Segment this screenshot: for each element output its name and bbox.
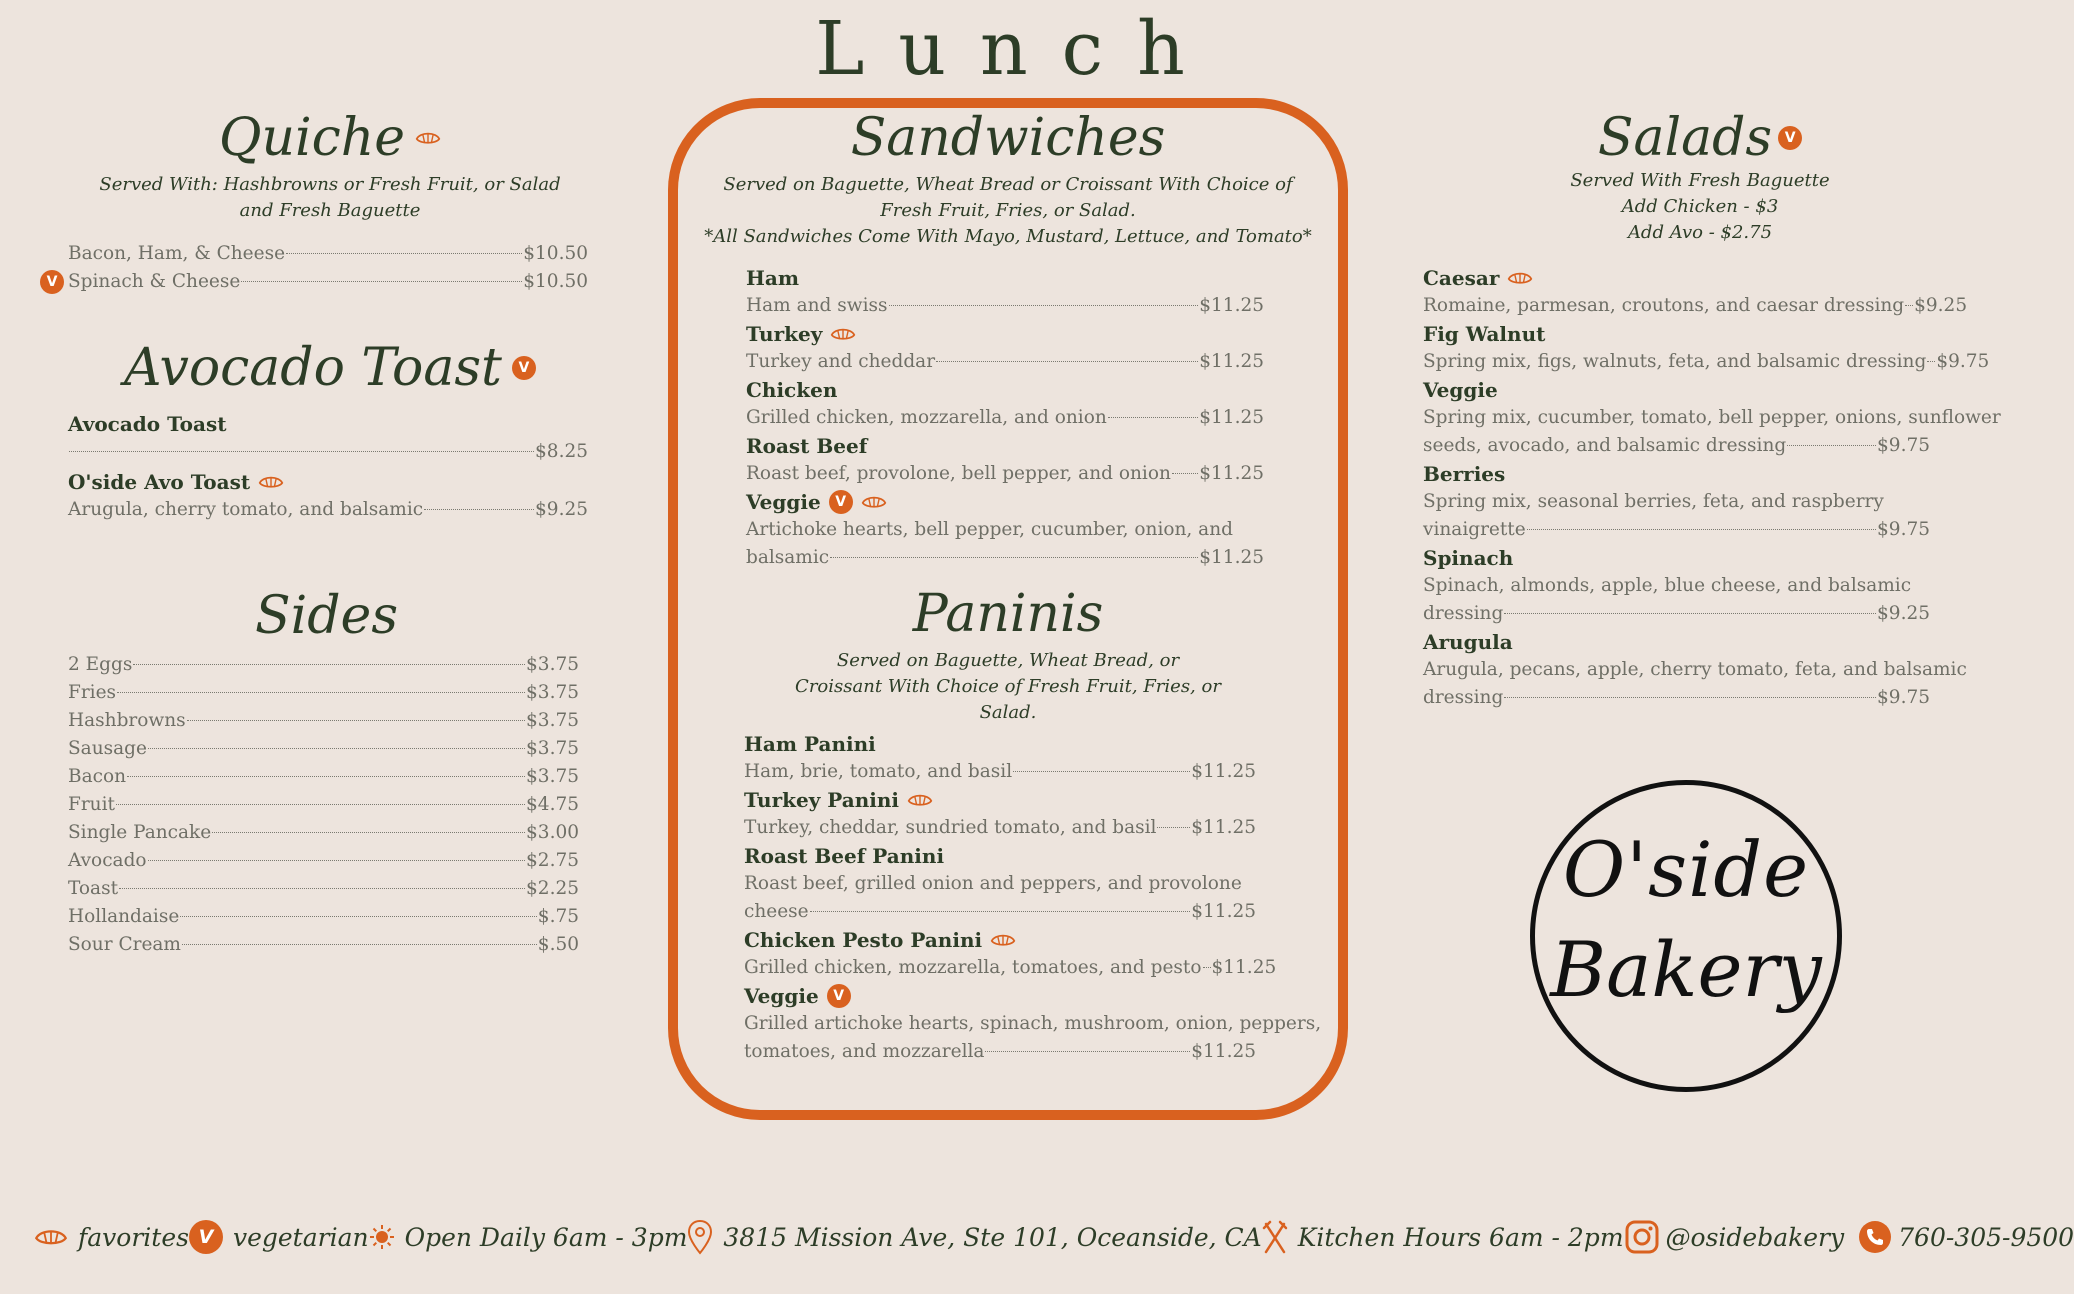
location-pin-icon bbox=[687, 1219, 713, 1255]
item-name: Single Pancake bbox=[68, 822, 212, 843]
dot-leader bbox=[69, 451, 534, 452]
dot-leader bbox=[212, 832, 525, 833]
list-item bbox=[744, 898, 1256, 926]
dot-leader bbox=[133, 664, 525, 665]
croissant-icon bbox=[34, 1224, 68, 1250]
item-price: $9.25 bbox=[1877, 603, 1930, 624]
list-item bbox=[68, 679, 579, 707]
item-name: Fruit bbox=[68, 794, 115, 815]
instagram-icon bbox=[1624, 1219, 1660, 1255]
vegetarian-icon: V bbox=[40, 270, 64, 294]
legend-vegetarian-label: vegetarian bbox=[232, 1222, 369, 1252]
croissant-icon bbox=[907, 790, 933, 810]
dot-leader bbox=[1157, 827, 1190, 828]
item-name: Bacon, Ham, & Cheese bbox=[68, 243, 286, 264]
item-title-row bbox=[746, 320, 1264, 348]
item-title-row bbox=[746, 488, 1264, 516]
vegetarian-icon: V bbox=[512, 356, 536, 380]
item-name: Sour Cream bbox=[68, 934, 181, 955]
dot-leader bbox=[985, 1051, 1190, 1052]
item-desc: Grilled chicken, mozzarella, and onion bbox=[746, 407, 1107, 428]
dot-leader bbox=[286, 253, 522, 254]
list-item bbox=[1423, 600, 1930, 628]
logo-line-2: Bakery bbox=[1550, 925, 1822, 1014]
croissant-icon bbox=[415, 128, 441, 148]
item-price: $10.50 bbox=[523, 271, 588, 292]
sides-title: Sides bbox=[255, 586, 398, 646]
list-item bbox=[1423, 516, 1930, 544]
list-item bbox=[746, 404, 1264, 432]
item-desc: seeds, avocado, and balsamic dressing bbox=[1423, 435, 1787, 456]
item-desc: Turkey and cheddar bbox=[746, 351, 936, 372]
dot-leader bbox=[1905, 305, 1913, 306]
item-price: $4.75 bbox=[526, 794, 579, 815]
dot-leader bbox=[1013, 771, 1190, 772]
item-price: $3.75 bbox=[526, 710, 579, 731]
utensils-icon bbox=[1262, 1220, 1288, 1254]
footer bbox=[34, 1210, 2074, 1264]
item-name: Hashbrowns bbox=[68, 710, 186, 731]
list-item bbox=[746, 460, 1264, 488]
item-price: $11.25 bbox=[1199, 351, 1264, 372]
list-item bbox=[68, 903, 579, 931]
list-item bbox=[68, 931, 579, 959]
list-item bbox=[68, 496, 588, 524]
item-title-row bbox=[744, 926, 1256, 954]
item-desc: Grilled artichoke hearts, spinach, mushroom, onion, peppers, bbox=[744, 1013, 1322, 1034]
item-title: Spinach bbox=[1423, 546, 1514, 570]
quiche-section bbox=[40, 108, 620, 224]
dot-leader bbox=[1527, 529, 1876, 530]
paninis-subtitle-3: Salad. bbox=[979, 702, 1037, 723]
item-price: $11.25 bbox=[1199, 295, 1264, 316]
list-item bbox=[744, 954, 1277, 982]
item-name: Spinach & Cheese bbox=[68, 271, 241, 292]
item-price: $.50 bbox=[537, 934, 579, 955]
salads-subtitle-3: Add Avo - $2.75 bbox=[1627, 222, 1773, 243]
dot-leader bbox=[830, 557, 1198, 558]
list-item bbox=[68, 240, 588, 268]
dot-leader bbox=[1927, 361, 1935, 362]
avocado-toast-section bbox=[40, 338, 620, 398]
sandwiches-section bbox=[680, 108, 1336, 250]
item-price: $10.50 bbox=[523, 243, 588, 264]
sandwiches-subtitle-3: *All Sandwiches Come With Mayo, Mustard, Lettuce, and Tomato* bbox=[704, 226, 1312, 247]
list-item bbox=[744, 758, 1256, 786]
dot-leader bbox=[241, 281, 522, 282]
list-item bbox=[68, 819, 579, 847]
dot-leader bbox=[1787, 445, 1876, 446]
item-title: O'side Avo Toast bbox=[68, 470, 251, 494]
item-name: Bacon bbox=[68, 766, 127, 787]
legend-favorites bbox=[34, 1223, 189, 1252]
item-price: $8.25 bbox=[535, 441, 588, 462]
paninis-section bbox=[680, 584, 1336, 726]
list-item bbox=[744, 1038, 1256, 1066]
item-title: Ham bbox=[746, 266, 800, 290]
item-name: 2 Eggs bbox=[68, 654, 133, 675]
salads-subtitle-2: Add Chicken - $3 bbox=[1621, 196, 1779, 217]
dot-leader bbox=[1172, 473, 1198, 474]
item-desc: balsamic bbox=[746, 547, 830, 568]
dot-leader bbox=[1203, 967, 1211, 968]
item-title: Chicken bbox=[746, 378, 838, 402]
paninis-title: Paninis bbox=[912, 584, 1104, 644]
dot-leader bbox=[424, 509, 534, 510]
item-title: Arugula bbox=[1423, 630, 1513, 654]
item-price: $9.25 bbox=[1914, 295, 1968, 316]
dot-leader bbox=[810, 911, 1191, 912]
sun-icon bbox=[369, 1224, 395, 1250]
dot-leader bbox=[148, 860, 525, 861]
legend-favorites-label: favorites bbox=[78, 1222, 189, 1252]
dot-leader bbox=[187, 720, 525, 721]
list-item bbox=[746, 292, 1264, 320]
item-name: Hollandaise bbox=[68, 906, 180, 927]
paninis-subtitle-2: Croissant With Choice of Fresh Fruit, Fries, or bbox=[795, 676, 1221, 697]
list-item bbox=[68, 791, 579, 819]
item-title-row bbox=[68, 468, 588, 496]
croissant-icon bbox=[1507, 268, 1533, 288]
list-item bbox=[1423, 292, 1968, 320]
instagram-handle[interactable] bbox=[1624, 1219, 2074, 1255]
item-desc: Arugula, cherry tomato, and balsamic bbox=[68, 499, 424, 520]
item-desc: tomatoes, and mozzarella bbox=[744, 1041, 985, 1062]
item-desc: dressing bbox=[1423, 603, 1504, 624]
item-price: $11.25 bbox=[1191, 901, 1256, 922]
quiche-title: Quiche bbox=[218, 108, 406, 168]
item-price: $2.25 bbox=[526, 878, 579, 899]
item-desc: Spinach, almonds, apple, blue cheese, and balsamic bbox=[1423, 575, 1912, 596]
item-price: $11.25 bbox=[1199, 407, 1264, 428]
dot-leader bbox=[127, 776, 525, 777]
item-desc: Arugula, pecans, apple, cherry tomato, feta, and balsamic bbox=[1423, 659, 1967, 680]
avocado-toast-list bbox=[68, 410, 588, 524]
quiche-subtitle-2: and Fresh Baguette bbox=[239, 200, 421, 221]
item-desc: Roast beef, provolone, bell pepper, and onion bbox=[746, 463, 1171, 484]
instagram-label: @osidebakery bbox=[1665, 1222, 1845, 1252]
list-item bbox=[68, 847, 579, 875]
dot-leader bbox=[936, 361, 1198, 362]
list-item bbox=[46, 268, 588, 296]
item-title: Roast Beef Panini bbox=[744, 844, 945, 868]
item-desc: Romaine, parmesan, croutons, and caesar dressing bbox=[1423, 295, 1905, 316]
item-name: Sausage bbox=[68, 738, 147, 759]
item-price: $3.75 bbox=[526, 738, 579, 759]
item-price: $11.25 bbox=[1199, 547, 1264, 568]
item-title: Avocado Toast bbox=[68, 412, 227, 436]
dot-leader bbox=[1108, 417, 1199, 418]
item-title: Chicken Pesto Panini bbox=[744, 928, 983, 952]
list-item bbox=[68, 875, 579, 903]
list-item bbox=[68, 735, 579, 763]
list-item bbox=[68, 707, 579, 735]
list-item bbox=[68, 651, 579, 679]
item-title: Roast Beef bbox=[746, 434, 868, 458]
quiche-list bbox=[46, 240, 588, 296]
item-desc: cheese bbox=[744, 901, 809, 922]
sandwiches-title: Sandwiches bbox=[850, 108, 1166, 168]
item-title-row bbox=[744, 982, 1256, 1010]
sides-list bbox=[68, 651, 579, 959]
paninis-subtitle-1: Served on Baguette, Wheat Bread, or bbox=[836, 650, 1180, 671]
item-desc: Spring mix, seasonal berries, feta, and raspberry bbox=[1423, 491, 1884, 512]
croissant-icon bbox=[258, 472, 284, 492]
address-label: 3815 Mission Ave, Ste 101, Oceanside, CA bbox=[723, 1222, 1262, 1252]
dot-leader bbox=[119, 888, 525, 889]
item-price: $11.25 bbox=[1191, 761, 1256, 782]
item-name: Fries bbox=[68, 682, 117, 703]
item-title: Caesar bbox=[1423, 266, 1500, 290]
avocado-toast-title: Avocado Toast bbox=[124, 338, 502, 398]
salads-section bbox=[1410, 108, 1990, 246]
item-name: Toast bbox=[68, 878, 118, 899]
item-desc: Ham and swiss bbox=[746, 295, 888, 316]
list-item bbox=[1423, 432, 1930, 460]
item-price: $3.75 bbox=[526, 766, 579, 787]
paninis-list bbox=[744, 730, 1322, 1066]
item-title: Veggie bbox=[1423, 378, 1498, 402]
list-item bbox=[744, 814, 1256, 842]
item-title-row bbox=[744, 786, 1256, 814]
item-price: $3.75 bbox=[526, 682, 579, 703]
item-price: $9.25 bbox=[535, 499, 588, 520]
list-item bbox=[1423, 348, 1990, 376]
list-item bbox=[68, 763, 579, 791]
vegetarian-icon: V bbox=[827, 984, 851, 1008]
item-desc: Artichoke hearts, bell pepper, cucumber, onion, and bbox=[746, 519, 1233, 540]
vegetarian-icon: V bbox=[189, 1220, 223, 1254]
item-desc: Spring mix, cucumber, tomato, bell pepper, onions, sunflower bbox=[1423, 407, 2001, 428]
item-title: Turkey bbox=[746, 322, 823, 346]
dot-leader bbox=[180, 916, 537, 917]
item-desc: Spring mix, figs, walnuts, feta, and balsamic dressing bbox=[1423, 351, 1927, 372]
item-name: Avocado bbox=[68, 850, 147, 871]
phone-icon bbox=[1858, 1220, 1892, 1254]
dot-leader bbox=[116, 804, 525, 805]
item-price: $.75 bbox=[537, 906, 579, 927]
list-item bbox=[68, 438, 588, 466]
dot-leader bbox=[117, 692, 525, 693]
croissant-icon bbox=[830, 324, 856, 344]
item-title: Berries bbox=[1423, 462, 1506, 486]
item-title: Ham Panini bbox=[744, 732, 876, 756]
salads-list bbox=[1423, 264, 2001, 712]
item-price: $9.75 bbox=[1877, 687, 1930, 708]
croissant-icon bbox=[861, 492, 887, 512]
vegetarian-icon: V bbox=[1778, 126, 1802, 150]
item-title: Fig Walnut bbox=[1423, 322, 1546, 346]
dot-leader bbox=[1504, 613, 1876, 614]
legend-vegetarian bbox=[189, 1220, 369, 1254]
phone-label[interactable]: 760-305-9500 bbox=[1898, 1222, 2074, 1252]
dot-leader bbox=[148, 748, 525, 749]
item-title: Turkey Panini bbox=[744, 788, 900, 812]
salads-title: Salads bbox=[1597, 108, 1773, 168]
item-title: Veggie bbox=[746, 490, 821, 514]
item-price: $2.75 bbox=[526, 850, 579, 871]
sandwiches-list bbox=[746, 264, 1264, 572]
item-desc: Ham, brie, tomato, and basil bbox=[744, 761, 1013, 782]
vegetarian-icon: V bbox=[829, 490, 853, 514]
kitchen-hours bbox=[1262, 1220, 1624, 1254]
item-price: $9.75 bbox=[1877, 519, 1930, 540]
item-title: Veggie bbox=[744, 984, 819, 1008]
croissant-icon bbox=[990, 930, 1016, 950]
item-desc: vinaigrette bbox=[1423, 519, 1526, 540]
item-price: $9.75 bbox=[1936, 351, 1990, 372]
item-desc: Turkey, cheddar, sundried tomato, and basil bbox=[744, 817, 1157, 838]
open-hours bbox=[369, 1223, 688, 1252]
item-desc: Grilled chicken, mozzarella, tomatoes, and pesto bbox=[744, 957, 1202, 978]
salads-subtitle-1: Served With Fresh Baguette bbox=[1570, 170, 1830, 191]
bakery-logo bbox=[1530, 780, 1842, 1092]
sandwiches-subtitle-1: Served on Baguette, Wheat Bread or Croissant With Choice of bbox=[723, 174, 1293, 195]
dot-leader bbox=[182, 944, 537, 945]
item-price: $3.00 bbox=[526, 822, 579, 843]
dot-leader bbox=[889, 305, 1199, 306]
item-desc: dressing bbox=[1423, 687, 1504, 708]
item-price: $11.25 bbox=[1199, 463, 1264, 484]
item-price: $11.25 bbox=[1211, 957, 1277, 978]
item-price: $11.25 bbox=[1191, 817, 1256, 838]
list-item bbox=[1423, 684, 1930, 712]
item-title-row bbox=[1423, 264, 1930, 292]
list-item bbox=[746, 348, 1264, 376]
dot-leader bbox=[1504, 697, 1876, 698]
item-desc: Roast beef, grilled onion and peppers, and provolone bbox=[744, 873, 1242, 894]
item-price: $3.75 bbox=[526, 654, 579, 675]
list-item bbox=[746, 544, 1264, 572]
sandwiches-subtitle-2: Fresh Fruit, Fries, or Salad. bbox=[880, 200, 1136, 221]
item-price: $9.75 bbox=[1877, 435, 1930, 456]
quiche-subtitle-1: Served With: Hashbrowns or Fresh Fruit, or Salad bbox=[99, 174, 561, 195]
page-title: Lunch bbox=[815, 6, 1219, 92]
logo-line-1: O'side bbox=[1562, 825, 1810, 914]
item-price: $11.25 bbox=[1191, 1041, 1256, 1062]
address bbox=[687, 1219, 1261, 1255]
open-hours-label: Open Daily 6am - 3pm bbox=[404, 1222, 688, 1252]
kitchen-hours-label: Kitchen Hours 6am - 2pm bbox=[1297, 1222, 1624, 1252]
